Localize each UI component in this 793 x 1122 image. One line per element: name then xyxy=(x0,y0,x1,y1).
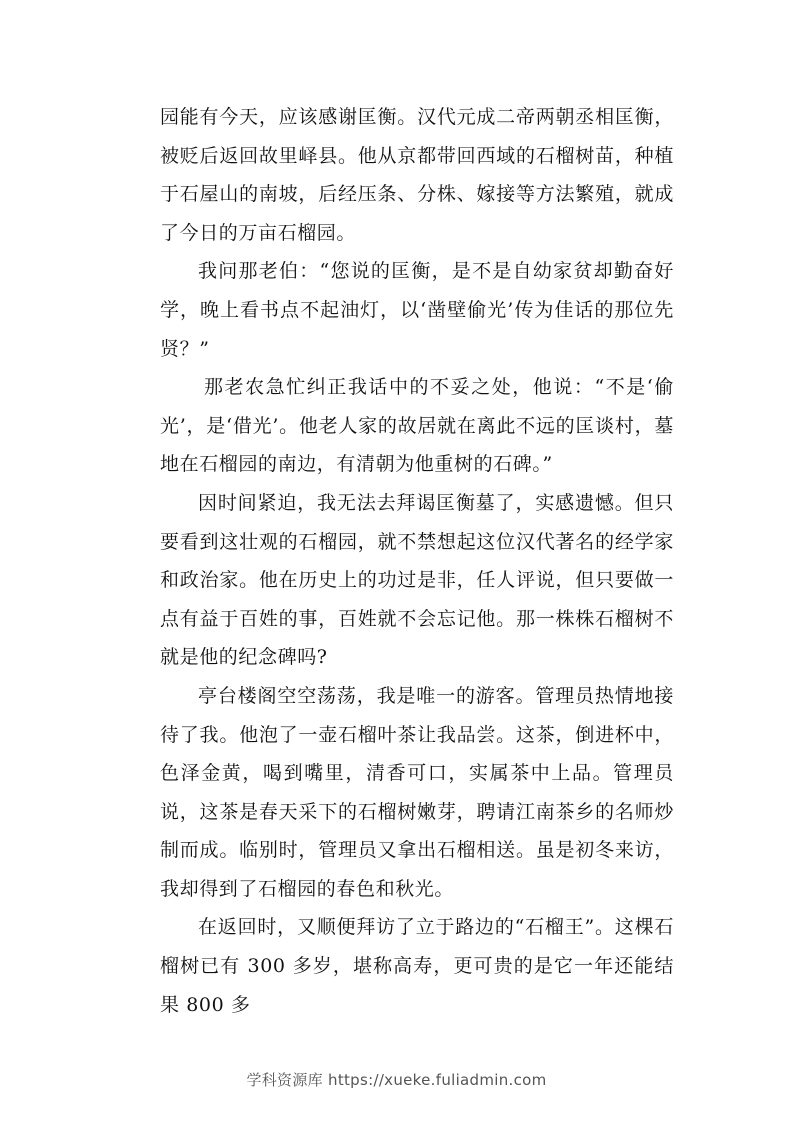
paragraph-4: 因时间紧迫，我无法去拜谒匡衡墓了，实感遗憾。但只要看到这壮观的石榴园，就不禁想起这位汉代著名的经学家和政治家。他在历史上的功过是非，任人评说，但只要做一点有益于百姓的事，百姓就不会忘记他。那一株株石榴树不就是他的纪念碑吗? xyxy=(160,491,674,669)
paragraph-3: 那老农急忙纠正我话中的不妥之处，他说：“不是‘偷光’，是‘借光’。他老人家的故居就在离此不远的匡谈村，墓地在石榴园的南边，有清朝为他重树的石碑。” xyxy=(160,376,674,476)
paragraph-6: 在返回时，又顺便拜访了立于路边的“石榴王”。这棵石榴树已有 300 多岁，堪称高寿，更可贵的是它一年还能结果 800 多 xyxy=(160,916,674,1016)
paragraph-1: 园能有今天，应该感谢匡衡。汉代元成二帝两朝丞相匡衡，被贬后返回故里峄县。他从京都带回西域的石榴树苗，种植于石屋山的南坡，后经压条、分株、嫁接等方法繁殖，就成了今日的万亩石榴园。 xyxy=(160,106,674,244)
footer-watermark: 学科资源库 https://xueke.fuliadmin.com xyxy=(246,1071,547,1089)
paragraph-5: 亭台楼阁空空荡荡，我是唯一的游客。管理员热情地接待了我。他泡了一壶石榴叶茶让我品尝。这茶，倒进杯中，色泽金黄，喝到嘴里，清香可口，实属茶中上品。管理员说，这茶是春天采下的石榴树嫩芽，聘请江南茶乡的名师炒制而成。临别时，管理员又拿出石榴相送。虽是初冬来访，我却得到了石榴园的春色和秋光。 xyxy=(160,684,674,900)
paragraph-2: 我问那老伯：“您说的匡衡，是不是自幼家贫却勤奋好学，晚上看书点不起油灯，以‘凿壁偷光’传为佳话的那位先贤？” xyxy=(160,260,674,360)
document-body xyxy=(160,98,674,1024)
